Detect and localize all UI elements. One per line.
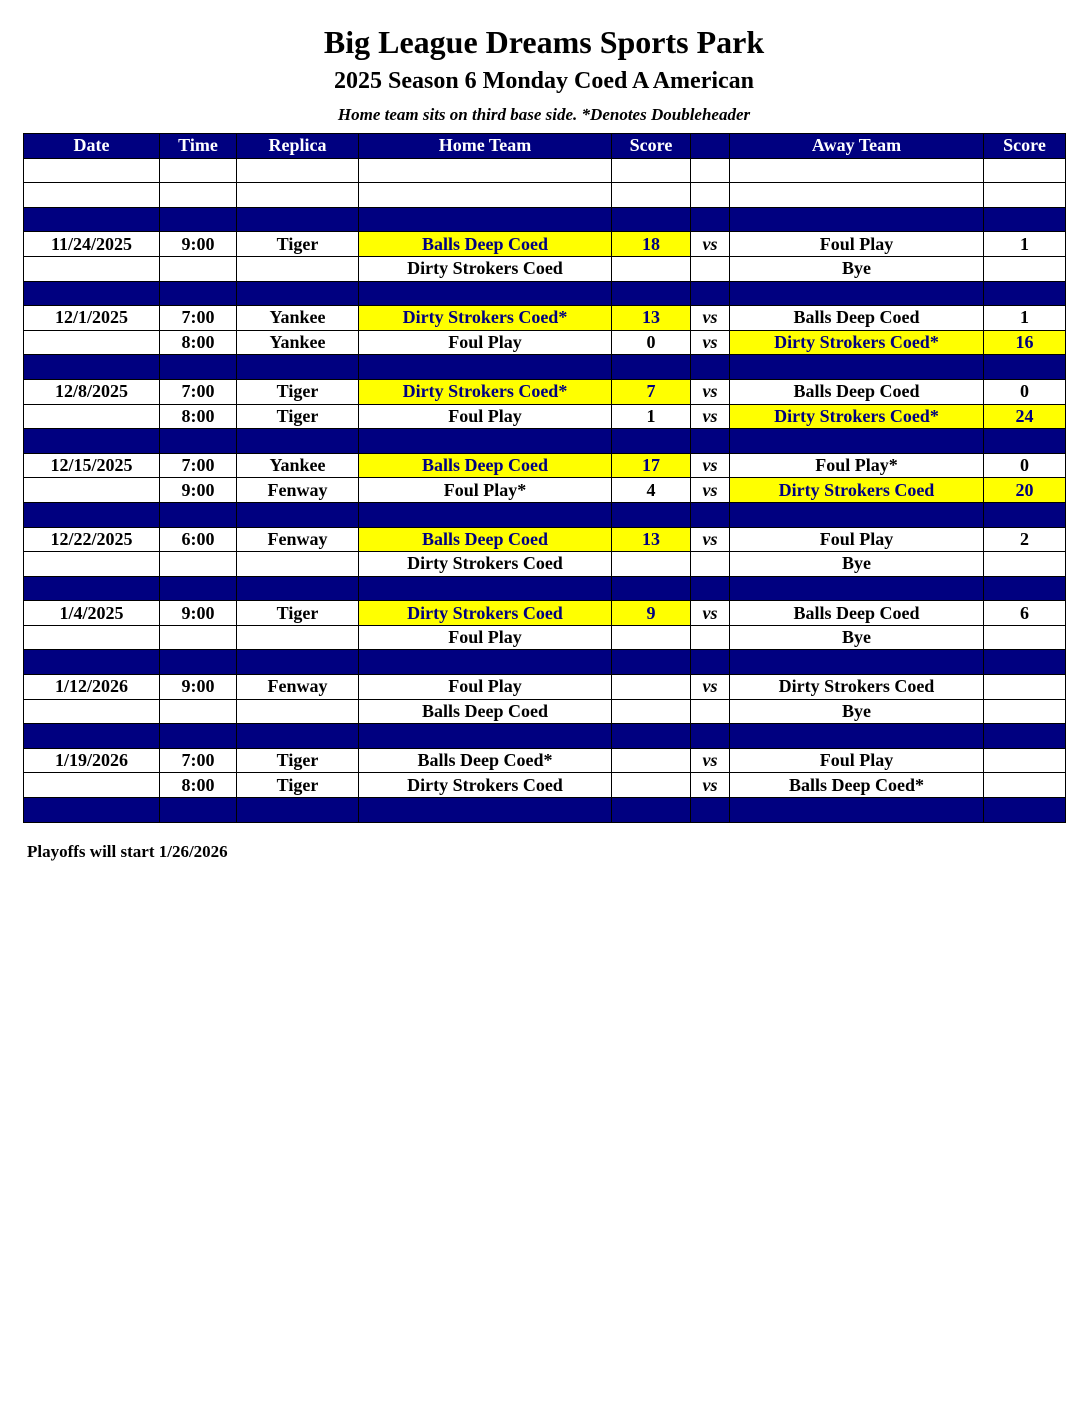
vs-cell (691, 502, 730, 527)
table-row (24, 379, 1066, 404)
home-team-cell: Foul Play (359, 330, 612, 355)
time-cell (160, 576, 237, 601)
away-score-cell (984, 625, 1066, 650)
away-team-cell: Balls Deep Coed (730, 601, 984, 626)
date-cell (24, 207, 160, 232)
vs-cell (691, 429, 730, 454)
home-team-cell: Foul Play (359, 625, 612, 650)
time-cell: 9:00 (160, 601, 237, 626)
home-score-cell: 4 (612, 478, 691, 503)
table-row (24, 232, 1066, 257)
date-cell: 12/15/2025 (24, 453, 160, 478)
table-row (24, 625, 1066, 650)
replica-cell (237, 355, 359, 380)
blank-row (24, 158, 1066, 183)
time-cell: 7:00 (160, 379, 237, 404)
date-cell (24, 724, 160, 749)
away-score-cell (984, 773, 1066, 798)
date-cell: 1/19/2026 (24, 748, 160, 773)
away-team-cell: Dirty Strokers Coed (730, 675, 984, 700)
header-row (24, 134, 1066, 159)
away-score-cell (984, 502, 1066, 527)
away-team-cell: Foul Play (730, 232, 984, 257)
date-cell (24, 625, 160, 650)
away-score-cell (984, 748, 1066, 773)
time-cell (160, 625, 237, 650)
home-score-cell (612, 502, 691, 527)
away-team-cell (730, 207, 984, 232)
date-cell (24, 330, 160, 355)
away-team-cell: Dirty Strokers Coed* (730, 330, 984, 355)
table-row (24, 773, 1066, 798)
home-team-cell: Balls Deep Coed (359, 232, 612, 257)
vs-cell (691, 650, 730, 675)
col-header-home-team: Home Team (359, 134, 612, 159)
away-score-cell: 6 (984, 601, 1066, 626)
away-team-cell (730, 576, 984, 601)
away-score-cell (984, 429, 1066, 454)
date-cell (24, 158, 160, 183)
time-cell (160, 355, 237, 380)
time-cell: 6:00 (160, 527, 237, 552)
time-cell: 8:00 (160, 330, 237, 355)
table-row (24, 748, 1066, 773)
replica-cell: Tiger (237, 232, 359, 257)
separator-row (24, 650, 1066, 675)
home-score-cell (612, 625, 691, 650)
home-score-cell (612, 183, 691, 208)
home-team-cell: Dirty Strokers Coed (359, 552, 612, 577)
away-team-cell: Bye (730, 625, 984, 650)
schedule-body (24, 158, 1066, 822)
away-team-cell: Bye (730, 552, 984, 577)
date-cell (24, 552, 160, 577)
date-cell (24, 798, 160, 823)
away-score-cell (984, 207, 1066, 232)
away-team-cell: Foul Play* (730, 453, 984, 478)
home-team-cell: Balls Deep Coed* (359, 748, 612, 773)
time-cell: 9:00 (160, 232, 237, 257)
time-cell (160, 281, 237, 306)
col-header-time: Time (160, 134, 237, 159)
away-score-cell (984, 183, 1066, 208)
away-team-cell (730, 281, 984, 306)
time-cell: 8:00 (160, 404, 237, 429)
away-score-cell (984, 256, 1066, 281)
home-score-cell: 17 (612, 453, 691, 478)
doubleheader-note: Home team sits on third base side. *Denotes Doubleheader (337, 105, 751, 124)
away-team-cell (730, 158, 984, 183)
replica-cell (237, 502, 359, 527)
replica-cell (237, 552, 359, 577)
away-team-cell: Dirty Strokers Coed (730, 478, 984, 503)
vs-cell: vs (691, 379, 730, 404)
replica-cell: Yankee (237, 330, 359, 355)
separator-row (24, 576, 1066, 601)
home-team-cell (359, 158, 612, 183)
away-score-cell (984, 355, 1066, 380)
table-row (24, 306, 1066, 331)
home-score-cell (612, 724, 691, 749)
table-row (24, 675, 1066, 700)
home-team-cell (359, 429, 612, 454)
time-cell: 7:00 (160, 453, 237, 478)
vs-cell (691, 724, 730, 749)
away-team-cell: Balls Deep Coed (730, 306, 984, 331)
time-cell (160, 183, 237, 208)
time-cell (160, 256, 237, 281)
col-header-vs (691, 134, 730, 159)
col-header-date: Date (24, 134, 160, 159)
home-team-cell: Dirty Strokers Coed (359, 256, 612, 281)
home-score-cell (612, 748, 691, 773)
away-score-cell (984, 724, 1066, 749)
replica-cell (237, 207, 359, 232)
table-row (24, 699, 1066, 724)
away-score-cell: 1 (984, 232, 1066, 257)
home-team-cell: Balls Deep Coed (359, 527, 612, 552)
time-cell (160, 207, 237, 232)
home-team-cell (359, 183, 612, 208)
home-team-cell: Balls Deep Coed (359, 699, 612, 724)
home-score-cell (612, 256, 691, 281)
vs-cell (691, 552, 730, 577)
separator-row (24, 798, 1066, 823)
date-cell: 12/1/2025 (24, 306, 160, 331)
separator-row (24, 281, 1066, 306)
home-score-cell (612, 576, 691, 601)
replica-cell: Fenway (237, 478, 359, 503)
away-score-cell (984, 699, 1066, 724)
home-score-cell: 9 (612, 601, 691, 626)
away-score-cell (984, 798, 1066, 823)
vs-cell: vs (691, 232, 730, 257)
time-cell: 9:00 (160, 478, 237, 503)
vs-cell: vs (691, 601, 730, 626)
time-cell (160, 798, 237, 823)
home-score-cell (612, 281, 691, 306)
home-score-cell (612, 699, 691, 724)
home-score-cell (612, 207, 691, 232)
time-cell (160, 502, 237, 527)
away-score-cell: 0 (984, 379, 1066, 404)
replica-cell (237, 699, 359, 724)
vs-cell (691, 798, 730, 823)
date-cell: 12/8/2025 (24, 379, 160, 404)
time-cell: 7:00 (160, 306, 237, 331)
away-team-cell (730, 429, 984, 454)
vs-cell (691, 699, 730, 724)
replica-cell (237, 798, 359, 823)
schedule-table (23, 133, 1066, 823)
time-cell (160, 429, 237, 454)
time-cell (160, 158, 237, 183)
table-row (24, 552, 1066, 577)
vs-cell (691, 207, 730, 232)
home-score-cell (612, 158, 691, 183)
date-cell (24, 502, 160, 527)
away-team-cell: Bye (730, 256, 984, 281)
home-score-cell (612, 429, 691, 454)
vs-cell: vs (691, 773, 730, 798)
time-cell: 8:00 (160, 773, 237, 798)
date-cell (24, 355, 160, 380)
date-cell (24, 576, 160, 601)
playoffs-note: Playoffs will start 1/26/2026 (27, 842, 228, 861)
replica-cell: Yankee (237, 306, 359, 331)
away-score-cell: 16 (984, 330, 1066, 355)
table-row (24, 404, 1066, 429)
replica-cell: Fenway (237, 527, 359, 552)
away-team-cell (730, 183, 984, 208)
away-team-cell (730, 355, 984, 380)
away-team-cell: Bye (730, 699, 984, 724)
home-team-cell (359, 798, 612, 823)
replica-cell: Tiger (237, 404, 359, 429)
separator-row (24, 355, 1066, 380)
table-row (24, 527, 1066, 552)
table-row (24, 478, 1066, 503)
vs-cell (691, 158, 730, 183)
home-team-cell (359, 724, 612, 749)
home-team-cell: Foul Play (359, 404, 612, 429)
vs-cell: vs (691, 453, 730, 478)
vs-cell (691, 576, 730, 601)
date-cell (24, 256, 160, 281)
vs-cell: vs (691, 404, 730, 429)
away-team-cell (730, 798, 984, 823)
date-cell: 1/4/2025 (24, 601, 160, 626)
col-header-away-team: Away Team (730, 134, 984, 159)
replica-cell: Fenway (237, 675, 359, 700)
home-team-cell: Foul Play (359, 675, 612, 700)
home-score-cell (612, 355, 691, 380)
replica-cell (237, 429, 359, 454)
home-team-cell: Dirty Strokers Coed* (359, 306, 612, 331)
home-score-cell (612, 650, 691, 675)
home-team-cell: Foul Play* (359, 478, 612, 503)
date-cell (24, 773, 160, 798)
page-title: Big League Dreams Sports Park (323, 24, 765, 60)
replica-cell (237, 183, 359, 208)
home-score-cell: 13 (612, 306, 691, 331)
vs-cell (691, 355, 730, 380)
date-cell (24, 183, 160, 208)
home-team-cell (359, 207, 612, 232)
home-team-cell (359, 576, 612, 601)
date-cell (24, 429, 160, 454)
vs-cell: vs (691, 675, 730, 700)
date-cell (24, 650, 160, 675)
home-team-cell: Dirty Strokers Coed (359, 773, 612, 798)
separator-row (24, 502, 1066, 527)
away-score-cell: 0 (984, 453, 1066, 478)
separator-row (24, 724, 1066, 749)
table-row (24, 256, 1066, 281)
vs-cell: vs (691, 306, 730, 331)
replica-cell (237, 724, 359, 749)
away-score-cell (984, 576, 1066, 601)
page-subtitle: 2025 Season 6 Monday Coed A American (333, 68, 755, 94)
replica-cell (237, 158, 359, 183)
vs-cell (691, 625, 730, 650)
away-score-cell: 24 (984, 404, 1066, 429)
replica-cell (237, 256, 359, 281)
time-cell (160, 552, 237, 577)
replica-cell: Yankee (237, 453, 359, 478)
home-team-cell: Dirty Strokers Coed* (359, 379, 612, 404)
home-score-cell: 0 (612, 330, 691, 355)
home-team-cell: Dirty Strokers Coed (359, 601, 612, 626)
date-cell: 1/12/2026 (24, 675, 160, 700)
away-score-cell (984, 675, 1066, 700)
away-team-cell (730, 502, 984, 527)
away-score-cell (984, 281, 1066, 306)
separator-row (24, 429, 1066, 454)
home-score-cell (612, 552, 691, 577)
away-team-cell: Dirty Strokers Coed* (730, 404, 984, 429)
away-team-cell (730, 650, 984, 675)
away-team-cell: Balls Deep Coed* (730, 773, 984, 798)
replica-cell: Tiger (237, 601, 359, 626)
away-score-cell (984, 650, 1066, 675)
replica-cell: Tiger (237, 748, 359, 773)
away-score-cell (984, 158, 1066, 183)
date-cell: 12/22/2025 (24, 527, 160, 552)
col-header-home-score: Score (612, 134, 691, 159)
away-team-cell: Foul Play (730, 527, 984, 552)
home-score-cell (612, 675, 691, 700)
date-cell (24, 281, 160, 306)
vs-cell: vs (691, 330, 730, 355)
blank-row (24, 183, 1066, 208)
date-cell: 11/24/2025 (24, 232, 160, 257)
time-cell: 9:00 (160, 675, 237, 700)
home-team-cell (359, 650, 612, 675)
date-cell (24, 478, 160, 503)
replica-cell (237, 625, 359, 650)
home-score-cell: 1 (612, 404, 691, 429)
vs-cell: vs (691, 527, 730, 552)
table-row (24, 601, 1066, 626)
time-cell: 7:00 (160, 748, 237, 773)
vs-cell: vs (691, 748, 730, 773)
away-team-cell: Foul Play (730, 748, 984, 773)
home-score-cell (612, 773, 691, 798)
replica-cell: Tiger (237, 773, 359, 798)
home-team-cell (359, 355, 612, 380)
replica-cell: Tiger (237, 379, 359, 404)
away-team-cell (730, 724, 984, 749)
col-header-away-score: Score (984, 134, 1066, 159)
replica-cell (237, 650, 359, 675)
away-score-cell (984, 552, 1066, 577)
replica-cell (237, 281, 359, 306)
date-cell (24, 404, 160, 429)
home-score-cell: 18 (612, 232, 691, 257)
replica-cell (237, 576, 359, 601)
vs-cell (691, 281, 730, 306)
date-cell (24, 699, 160, 724)
vs-cell: vs (691, 478, 730, 503)
home-team-cell (359, 281, 612, 306)
time-cell (160, 650, 237, 675)
vs-cell (691, 183, 730, 208)
time-cell (160, 724, 237, 749)
home-team-cell: Balls Deep Coed (359, 453, 612, 478)
col-header-replica: Replica (237, 134, 359, 159)
away-score-cell: 20 (984, 478, 1066, 503)
away-team-cell: Balls Deep Coed (730, 379, 984, 404)
home-score-cell (612, 798, 691, 823)
home-score-cell: 13 (612, 527, 691, 552)
away-score-cell: 1 (984, 306, 1066, 331)
time-cell (160, 699, 237, 724)
separator-row (24, 207, 1066, 232)
table-row (24, 453, 1066, 478)
home-team-cell (359, 502, 612, 527)
home-score-cell: 7 (612, 379, 691, 404)
away-score-cell: 2 (984, 527, 1066, 552)
vs-cell (691, 256, 730, 281)
table-row (24, 330, 1066, 355)
